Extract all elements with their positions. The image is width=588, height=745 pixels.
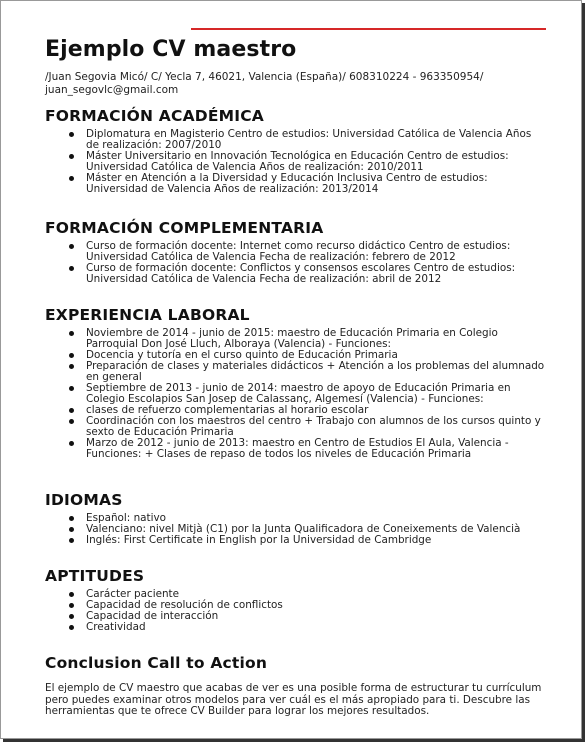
section-list <box>45 589 545 633</box>
bullet-icon <box>69 244 74 249</box>
bullet-icon <box>69 614 74 619</box>
list-item: Noviembre de 2014 - junio de 2015: maestro de Educación Primaria en Colegio Parroquial Don José Lluch, Alboraya (Valencia) - Funciones: <box>45 328 545 350</box>
list-item: Español: nativo <box>45 513 545 524</box>
bullet-icon <box>69 408 74 413</box>
section-formacion-academica <box>45 107 545 195</box>
bullet-icon <box>69 625 74 630</box>
section-conclusion <box>45 654 545 676</box>
list-item: Curso de formación docente: Internet como recurso didáctico Centro de estudios: Universidad Católica de Valencia Fecha de realización: febrero de 2012 <box>45 241 545 263</box>
list-item: Marzo de 2012 - junio de 2013: maestro en Centro de Estudios El Aula, Valencia - Funciones: + Clases de repaso de todos los niveles de Educación Primaria <box>45 438 545 460</box>
list-item: Inglés: First Certificate in English por la Universidad de Cambridge <box>45 535 545 546</box>
list-item: Creatividad <box>45 622 545 633</box>
list-item: Curso de formación docente: Conflictos y consensos escolares Centro de estudios: Universidad Católica de Valencia Fecha de realización: abril de 2012 <box>45 263 545 285</box>
bullet-icon <box>69 516 74 521</box>
bullet-icon <box>69 176 74 181</box>
list-item: Docencia y tutoría en el curso quinto de Educación Primaria <box>45 350 545 361</box>
conclusion-paragraph: El ejemplo de CV maestro que acabas de ver es una posible forma de estructurar tu currículum pero puedes examinar otros modelos para ver cuál es el más apropiado para ti. Descubre las herramientas que te ofrece CV Builder para lograr los mejores resultados. <box>45 682 542 717</box>
bullet-icon <box>69 419 74 424</box>
bullet-icon <box>69 527 74 532</box>
section-heading: Conclusion Call to Action <box>45 654 268 672</box>
list-item: Septiembre de 2013 - junio de 2014: maestro de apoyo de Educación Primaria en Colegio Escolapios San Josep de Calassanç, Algemesí (Valencia) - Funciones: <box>45 383 545 405</box>
section-list <box>45 129 545 195</box>
bullet-icon <box>69 441 74 446</box>
section-experiencia-laboral <box>45 306 545 460</box>
bullet-icon <box>69 132 74 137</box>
bullet-icon <box>69 592 74 597</box>
list-item: Capacidad de interacción <box>45 611 545 622</box>
bullet-icon <box>69 364 74 369</box>
bullet-icon <box>69 603 74 608</box>
page-title: Ejemplo CV maestro <box>45 37 297 62</box>
section-heading: EXPERIENCIA LABORAL <box>45 306 250 324</box>
section-idiomas <box>45 491 545 546</box>
list-item: Máster Universitario en Innovación Tecnológica en Educación Centro de estudios: Universidad Católica de Valencia Años de realización: 2010/2011 <box>45 151 545 173</box>
bullet-icon <box>69 353 74 358</box>
bullet-icon <box>69 331 74 336</box>
bullet-icon <box>69 266 74 271</box>
bullet-icon <box>69 154 74 159</box>
bullet-icon <box>69 538 74 543</box>
bullet-icon <box>69 386 74 391</box>
list-item: Valenciano: nivel Mitjà (C1) por la Junta Qualificadora de Coneixements de Valencià <box>45 524 545 535</box>
list-item: Carácter paciente <box>45 589 545 600</box>
list-item: Diplomatura en Magisterio Centro de estudios: Universidad Católica de Valencia Años de realización: 2007/2010 <box>45 129 545 151</box>
contact-info: /Juan Segovia Micó/ C/ Yecla 7, 46021, Valencia (España)/ 608310224 - 963350954/ juan_segovlc@gmail.com <box>45 71 484 96</box>
list-item: Máster en Atención a la Diversidad y Educación Inclusiva Centro de estudios: Universidad de Valencia Años de realización: 2013/2014 <box>45 173 545 195</box>
list-item: Capacidad de resolución de conflictos <box>45 600 545 611</box>
section-heading: APTITUDES <box>45 567 145 585</box>
list-item: Coordinación con los maestros del centro + Trabajo con alumnos de los cursos quinto y sexto de Educación Primaria <box>45 416 545 438</box>
section-list <box>45 513 545 546</box>
section-formacion-complementaria <box>45 219 545 285</box>
section-aptitudes <box>45 567 545 633</box>
section-list <box>45 328 545 460</box>
header-accent-line <box>191 28 546 30</box>
list-item: Preparación de clases y materiales didácticos + Atención a los problemas del alumnado en general <box>45 361 545 383</box>
section-list <box>45 241 545 285</box>
list-item: clases de refuerzo complementarias al horario escolar <box>45 405 545 416</box>
section-heading: FORMACIÓN ACADÉMICA <box>45 107 264 125</box>
section-heading: IDIOMAS <box>45 491 123 509</box>
section-heading: FORMACIÓN COMPLEMENTARIA <box>45 219 324 237</box>
